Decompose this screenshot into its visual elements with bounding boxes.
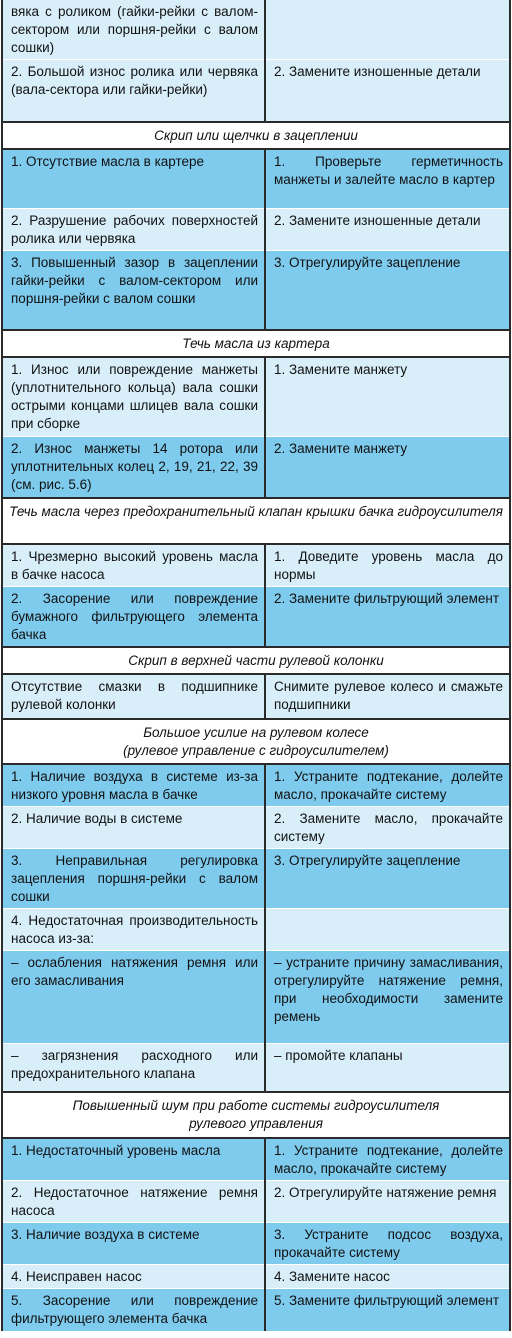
remedy-cell: 2. Замените изношенные детали <box>265 209 509 251</box>
cause-cell: – ослабления натяжения ремня или его замасливания <box>3 951 265 1044</box>
table-row <box>3 1222 509 1264</box>
table-row <box>3 0 509 60</box>
remedy-cell: 4. Замените насос <box>265 1264 509 1288</box>
section-header-row <box>3 122 509 149</box>
remedy-cell: 2. Замените изношенные детали <box>265 60 509 122</box>
section-header-row <box>3 498 509 544</box>
cause-cell: 2. Износ манжеты 14 ротора или уплотнительных колец 2, 19, 21, 22, 39 (см. рис. 5.6) <box>3 437 265 498</box>
cause-cell: 2. Недостаточное натяжение ремня насоса <box>3 1180 265 1222</box>
malfunction-table-page <box>1 0 511 1331</box>
cause-cell: Отсутствие смазки в подшипнике рулевой колонки <box>3 674 265 719</box>
section-header-row <box>3 330 509 357</box>
table-row <box>3 437 509 498</box>
table-row <box>3 1138 509 1181</box>
cause-cell: 4. Неисправен насос <box>3 1264 265 1288</box>
remedy-cell: 2. Замените фильтрующий элемент <box>265 586 509 647</box>
cause-cell: 4. Недостаточная производительность насоса из-за: <box>3 909 265 951</box>
table-row <box>3 1044 509 1092</box>
remedy-cell: – промойте клапаны <box>265 1044 509 1092</box>
table-row <box>3 357 509 437</box>
cause-cell: вяка с роликом (гайки-рейки с валом-сектором или поршня-рейки с валом сошки) <box>3 0 265 60</box>
table-row <box>3 544 509 587</box>
cause-cell: 3. Неправильная регулировка зацепления поршня-рейки с валом сошки <box>3 849 265 909</box>
section-title: Скрип или щелчки в зацеплении <box>3 122 509 149</box>
section-title: Течь масла из картера <box>3 330 509 357</box>
remedy-cell: 3. Устраните подсос воздуха, прокачайте систему <box>265 1222 509 1264</box>
cause-cell: 1. Наличие воздуха в системе из-за низкого уровня масла в бачке <box>3 764 265 807</box>
cause-cell: 2. Разрушение рабочих поверхностей ролика или червяка <box>3 209 265 251</box>
remedy-cell <box>265 0 509 60</box>
cause-cell: 3. Наличие воздуха в системе <box>3 1222 265 1264</box>
table-row <box>3 909 509 951</box>
table-row <box>3 149 509 209</box>
cause-cell: – загрязнения расходного или предохранительного клапана <box>3 1044 265 1092</box>
section-header-row <box>3 719 509 764</box>
cause-cell: 3. Повышенный зазор в зацеплении гайки-рейки с валом-сектором или поршня-рейки с валом сошки <box>3 251 265 330</box>
section-header-row <box>3 1092 509 1138</box>
remedy-cell: – устраните причину замасливания, отрегулируйте натяжение ремня, при необходимости замените ремень <box>265 951 509 1044</box>
malfunction-table-body <box>3 0 509 1331</box>
table-row <box>3 674 509 719</box>
table-row <box>3 1180 509 1222</box>
table-row <box>3 1264 509 1288</box>
cause-cell: 2. Наличие воды в системе <box>3 807 265 849</box>
section-title: Повышенный шум при работе системы гидроусилителя рулевого управления <box>3 1092 509 1138</box>
cause-cell: 1. Отсутствие масла в картере <box>3 149 265 209</box>
table-row <box>3 586 509 647</box>
cause-cell: 5. Засорение или повреждение фильтрующего элемента бачка <box>3 1288 265 1331</box>
remedy-cell: 1. Замените манжету <box>265 357 509 437</box>
remedy-cell: 1. Проверьте герметичность манжеты и залейте масло в картер <box>265 149 509 209</box>
remedy-cell: 3. Отрегулируйте зацепление <box>265 849 509 909</box>
cause-cell: 1. Износ или повреждение манжеты (уплотнительного кольца) вала сошки острыми концами шлицев вала сошки при сборке <box>3 357 265 437</box>
remedy-cell: 3. Отрегулируйте зацепление <box>265 251 509 330</box>
table-row <box>3 764 509 807</box>
remedy-cell: 1. Доведите уровень масла до нормы <box>265 544 509 587</box>
cause-cell: 1. Недостаточный уровень масла <box>3 1138 265 1181</box>
malfunction-table <box>3 0 509 1331</box>
cause-cell: 2. Большой износ ролика или червяка (вала-сектора или гайки-рейки) <box>3 60 265 122</box>
remedy-cell: 1. Устраните подтекание, долейте масло, прокачайте систему <box>265 764 509 807</box>
remedy-cell: Снимите рулевое колесо и смажьте подшипники <box>265 674 509 719</box>
table-row <box>3 60 509 122</box>
remedy-cell: 2. Замените манжету <box>265 437 509 498</box>
remedy-cell <box>265 909 509 951</box>
table-row <box>3 209 509 251</box>
remedy-cell: 2. Отрегулируйте натяжение ремня <box>265 1180 509 1222</box>
table-row <box>3 849 509 909</box>
table-row <box>3 951 509 1044</box>
section-title: Течь масла через предохранительный клапан крышки бачка гидроусилителя <box>3 498 509 544</box>
remedy-cell: 5. Замените фильтрующий элемент <box>265 1288 509 1331</box>
remedy-cell: 2. Замените масло, прокачайте систему <box>265 807 509 849</box>
cause-cell: 2. Засорение или повреждение бумажного фильтрующего элемента бачка <box>3 586 265 647</box>
remedy-cell: 1. Устраните подтекание, долейте масло, прокачайте систему <box>265 1138 509 1181</box>
table-row <box>3 251 509 330</box>
table-row <box>3 1288 509 1331</box>
section-title: Скрип в верхней части рулевой колонки <box>3 647 509 674</box>
table-row <box>3 807 509 849</box>
section-header-row <box>3 647 509 674</box>
cause-cell: 1. Чрезмерно высокий уровень масла в бачке насоса <box>3 544 265 587</box>
section-title: Большое усилие на рулевом колесе (рулевое управление с гидроусилителем) <box>3 719 509 764</box>
